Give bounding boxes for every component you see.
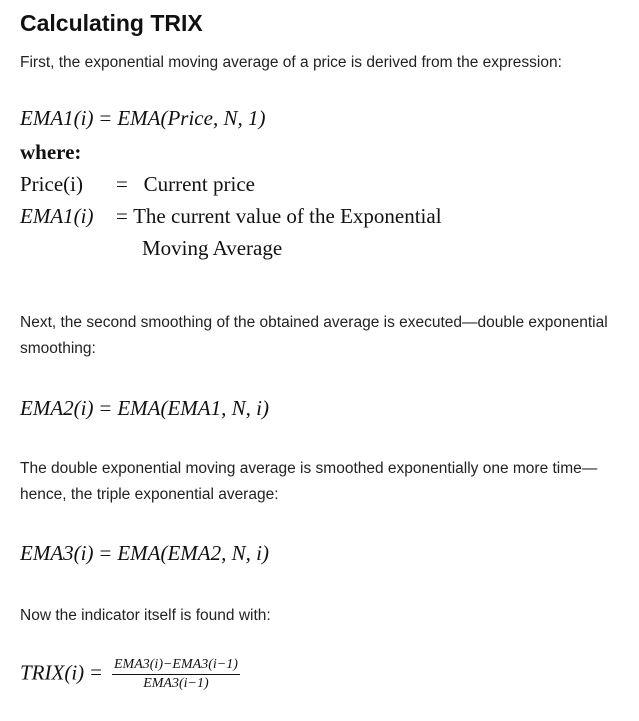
definition-price-lhs: Price(i) [20,172,83,196]
definition-price-rhs: Current price [143,172,255,196]
formula-ema1-rhs: EMA(Price, N, 1) [117,106,266,130]
formula-ema3-lhs: EMA3(i) [20,541,94,565]
formula-ema3-rhs: EMA(EMA2, N, i) [117,541,269,565]
formula-ema3 [20,541,269,566]
definition-ema1-continuation: Moving Average [142,236,283,260]
definition-ema1-rhs: The current value of the Exponential [133,204,442,228]
paragraph-double-smoothing: Next, the second smoothing of the obtained average is executed—double exponential smoothing: [20,314,608,357]
formula-trix-numerator: EMA3(i)−EMA3(i−1) [112,657,240,675]
paragraph-triple-smoothing: The double exponential moving average is smoothed exponentially one more time—hence, the triple exponential average: [20,460,598,503]
formula-ema2-lhs: EMA2(i) [20,396,94,420]
intro-paragraph: First, the exponential moving average of a price is derived from the expression: [20,54,562,71]
formula-trix-denominator: EMA3(i−1) [143,676,209,691]
formula-ema1-lhs: EMA1(i) [20,106,94,130]
formula-ema3-equals: = [99,541,112,565]
definition-price-equals: = [116,172,128,196]
formula-ema1 [20,106,265,131]
formula-ema2-rhs: EMA(EMA1, N, i) [117,396,269,420]
formula-trix-fraction [112,657,240,692]
formula-trix [20,657,240,692]
section-title: Calculating TRIX [20,10,203,36]
definition-price [20,172,255,197]
where-label: where: [20,140,82,164]
formula-trix-equals: = [90,660,102,685]
formula-trix-lhs: TRIX(i) [20,660,85,685]
definition-ema1 [20,204,442,229]
formula-ema2 [20,396,269,421]
paragraph-indicator: Now the indicator itself is found with: [20,607,271,624]
formula-ema1-equals: = [99,106,112,130]
definition-ema1-lhs: EMA1(i) [20,204,94,228]
formula-ema2-equals: = [99,396,112,420]
definition-ema1-equals: = [116,204,128,228]
